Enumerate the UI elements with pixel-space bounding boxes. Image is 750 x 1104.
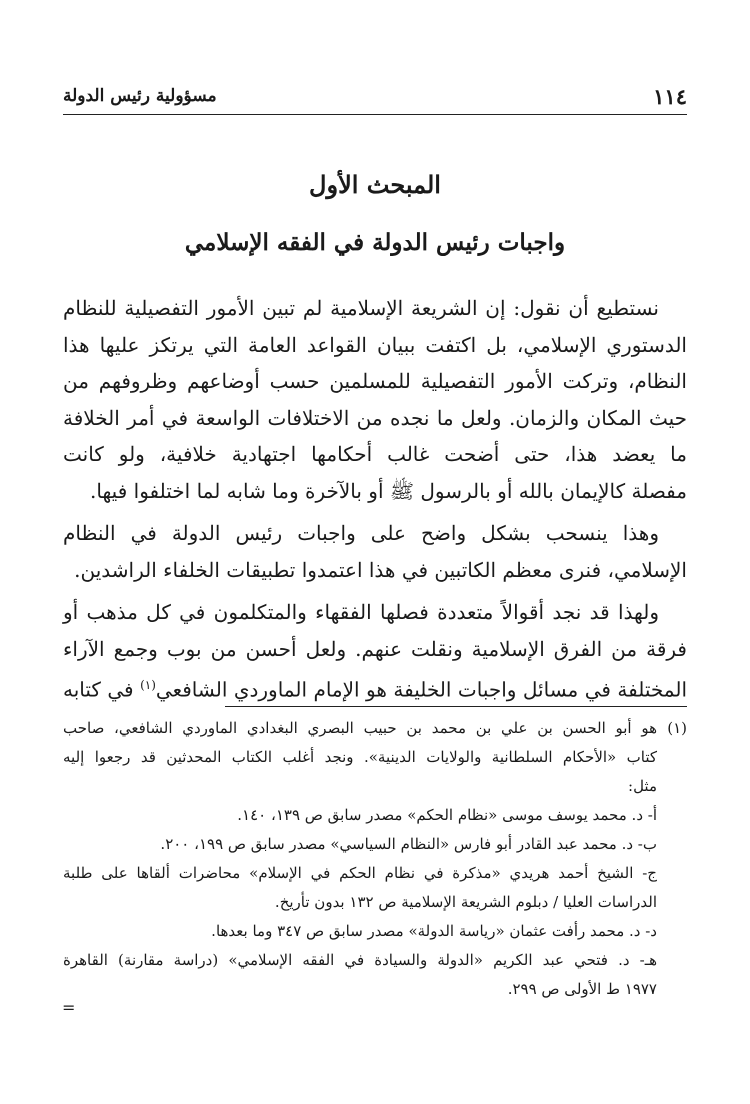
paragraph-line: حيث المكان والزمان. ولعل ما نجده من الاختلافات الواسعة في أمر الخلافة [63,405,687,430]
section-heading: المبحث الأول [309,170,441,199]
footnote-line: أ- د. محمد يوسف موسى «نظام الحكم» مصدر سابق ص ١٣٩، ١٤٠. [237,806,657,824]
footnote-line: الدراسات العليا / دبلوم الشريعة الإسلامية ص ١٣٢ بدون تأريخ. [274,893,657,911]
footnote-line: ب- د. محمد عبد القادر أبو فارس «النظام السياسي» مصدر سابق ص ١٩٩، ٢٠٠. [160,835,657,853]
footnote-separator [225,706,687,707]
footnote-number: (١) [667,719,687,737]
paragraph-line-text: المختلفة في مسائل واجبات الخليفة هو الإمام الماوردي الشافعي [155,677,687,702]
section-subheading: واجبات رئيس الدولة في الفقه الإسلامي [184,229,566,256]
paragraph-line: ما يعضد هذا، حتى أضحت غالب أحكامها اجتهادية خلافية، ولو كانت [63,442,687,466]
footnote-line: مثل: [628,777,657,795]
paragraph-line: مفصلة كالإيمان بالله أو بالرسول ﷺ أو بالآخرة وما شابه لما اختلفوا فيها. [90,478,687,503]
page-number: ١١٤ [653,84,687,109]
paragraph-line: نستطيع أن نقول: إن الشريعة الإسلامية لم تبين الأمور التفصيلية للنظام [63,296,659,320]
paragraph-line: ولهذا قد نجد أقوالاً متعددة فصلها الفقهاء والمتكلمون في كل مذهب أو [63,600,659,624]
footnote-line: كتاب «الأحكام السلطانية والولايات الدينية». ونجد أغلب الكتاب المحدثين قد رجعوا إليه [63,748,657,766]
margin-mark: = [62,998,76,1017]
footnote-text: هو أبو الحسن بن علي بن محمد بن حبيب البصري البغدادي الماوردي الشافعي، صاحب [63,719,657,737]
footnote-line: د- د. محمد رأفت عثمان «رياسة الدولة» مصدر سابق ص ٣٤٧ وما بعدها. [211,922,657,940]
paragraph-line: النظام، وتركت الأمور التفصيلية للمسلمين حسب أوضاعهم وظروفهم من [63,369,687,393]
paragraph-line: وهذا ينسحب بشكل واضح على واجبات رئيس الدولة في النظام [63,521,659,545]
paragraph-line: الدستوري الإسلامي، بل اكتفت ببيان القواعد العامة التي يرتكز عليها هذا [63,332,687,357]
running-title: مسؤولية رئيس الدولة [63,86,217,106]
footnote-line: ج- الشيخ أحمد هريدي «مذكرة في نظام الحكم في الإسلام» محاضرات ألقاها على طلبة [63,864,657,882]
footnote-line: هـ- د. فتحي عبد الكريم «الدولة والسيادة في الفقه الإسلامي» (دراسة مقارنة) القاهرة [63,951,657,969]
footnote-line [63,714,687,743]
footnote-marker[interactable]: (١) [140,678,156,692]
paragraph-line-text: في كتابه [63,677,134,702]
body-text [63,290,687,704]
page-header [63,84,687,115]
paragraph-line: الإسلامي، فنرى معظم الكاتبين في هذا اعتمدوا تطبيقات الخلفاء الراشدين. [74,557,687,582]
paragraph-line-with-footnote [63,667,687,704]
footnote-line: ١٩٧٧ ط الأولى ص ٢٩٩. [507,980,657,998]
paragraph-line: فرقة من الفرق الإسلامية ونقلت عنهم. ولعل أحسن من بوب وجمع الآراء [63,636,687,661]
footnotes [63,714,687,1004]
